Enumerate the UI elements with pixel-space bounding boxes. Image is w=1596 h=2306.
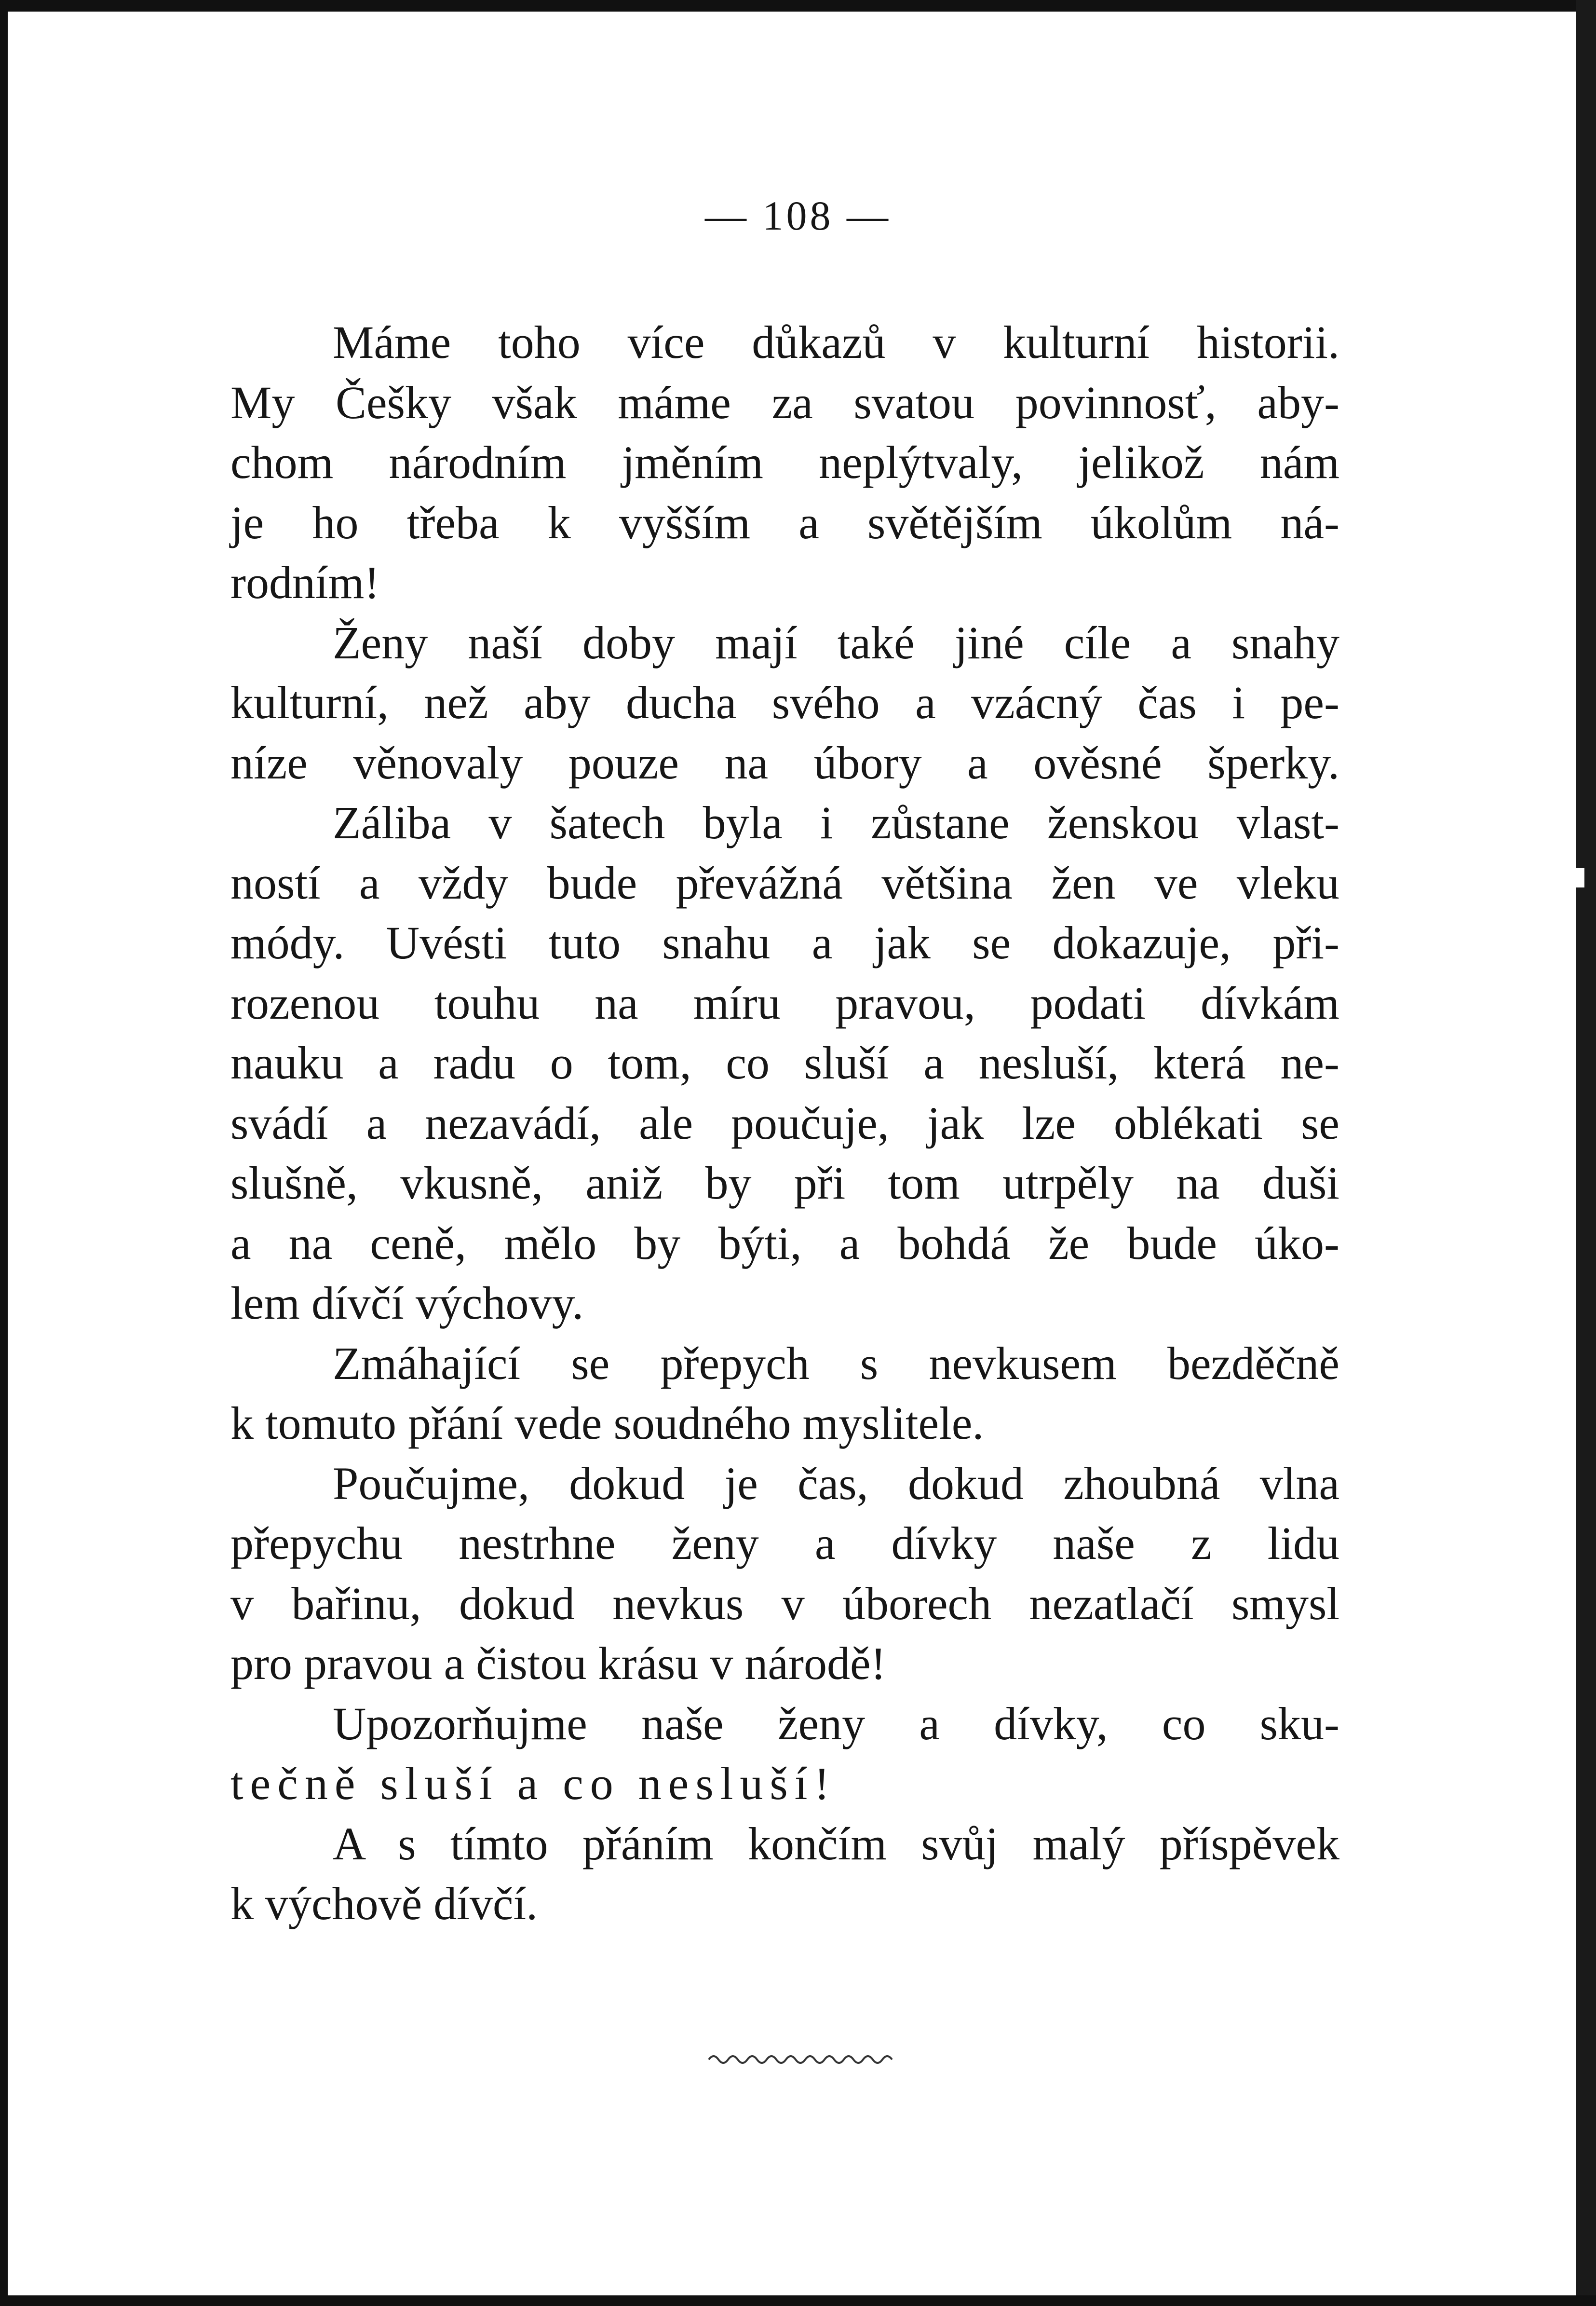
text-line: ností a vždy bude převážná většina žen ve vleku: [230, 857, 1339, 909]
text-line: módy. Uvésti tuto snahu a jak se dokazuje, při-: [230, 917, 1339, 969]
text-line: a na ceně, mělo by býti, a bohdá že bude úko-: [230, 1217, 1339, 1269]
text-line: tečně sluší a co nesluší!: [230, 1758, 837, 1809]
text-line: níze věnovaly pouze na úbory a ověsné šperky.: [230, 737, 1339, 789]
text-line: Upozorňujme naše ženy a dívky, co sku-: [333, 1697, 1339, 1749]
text-line: slušně, vkusně, aniž by při tom utrpěly na duši: [230, 1157, 1339, 1209]
text-line: chom národním jměním neplýtvaly, jelikož nám: [230, 437, 1339, 488]
text-line: k výchově dívčí.: [230, 1878, 538, 1929]
text-line: Ženy naší doby mají také jiné cíle a snahy: [333, 616, 1339, 669]
text-line: Zmáhající se přepych s nevkusem bezděčně: [333, 1337, 1339, 1389]
text-line: kulturní, než aby ducha svého a vzácný čas i pe-: [230, 677, 1339, 728]
page-number: — 108 —: [705, 192, 891, 239]
text-line: v bařinu, dokud nevkus v úborech nezatlačí smysl: [230, 1577, 1339, 1629]
text-line: Poučujme, dokud je čas, dokud zhoubná vlna: [333, 1457, 1339, 1509]
end-ornament-divider: [704, 2045, 897, 2074]
text-line: svádí a nezavádí, ale poučuje, jak lze oblékati se: [230, 1097, 1339, 1149]
text-line: k tomuto přání vede soudného myslitele.: [230, 1397, 984, 1449]
body-text: [230, 313, 1339, 1934]
text-line: pro pravou a čistou krásu v národě!: [230, 1637, 886, 1689]
text-line: My Češky však máme za svatou povinnosť, aby-: [230, 376, 1339, 428]
text-line: Záliba v šatech byla i zůstane ženskou vlast-: [333, 797, 1339, 848]
text-line: nauku a radu o tom, co sluší a nesluší, která ne-: [230, 1037, 1339, 1089]
text-line: A s tímto přáním končím svůj malý příspěvek: [333, 1817, 1339, 1869]
text-line: rozenou touhu na míru pravou, podati dívkám: [230, 977, 1339, 1029]
text-line: lem dívčí výchovy.: [230, 1277, 584, 1329]
text-line: rodním!: [230, 557, 380, 608]
text-line: přepychu nestrhne ženy a dívky naše z lidu: [230, 1517, 1339, 1569]
text-line: je ho třeba k vyšším a světějším úkolům ná-: [230, 496, 1339, 548]
text-line: Máme toho více důkazů v kulturní historii.: [333, 316, 1339, 368]
